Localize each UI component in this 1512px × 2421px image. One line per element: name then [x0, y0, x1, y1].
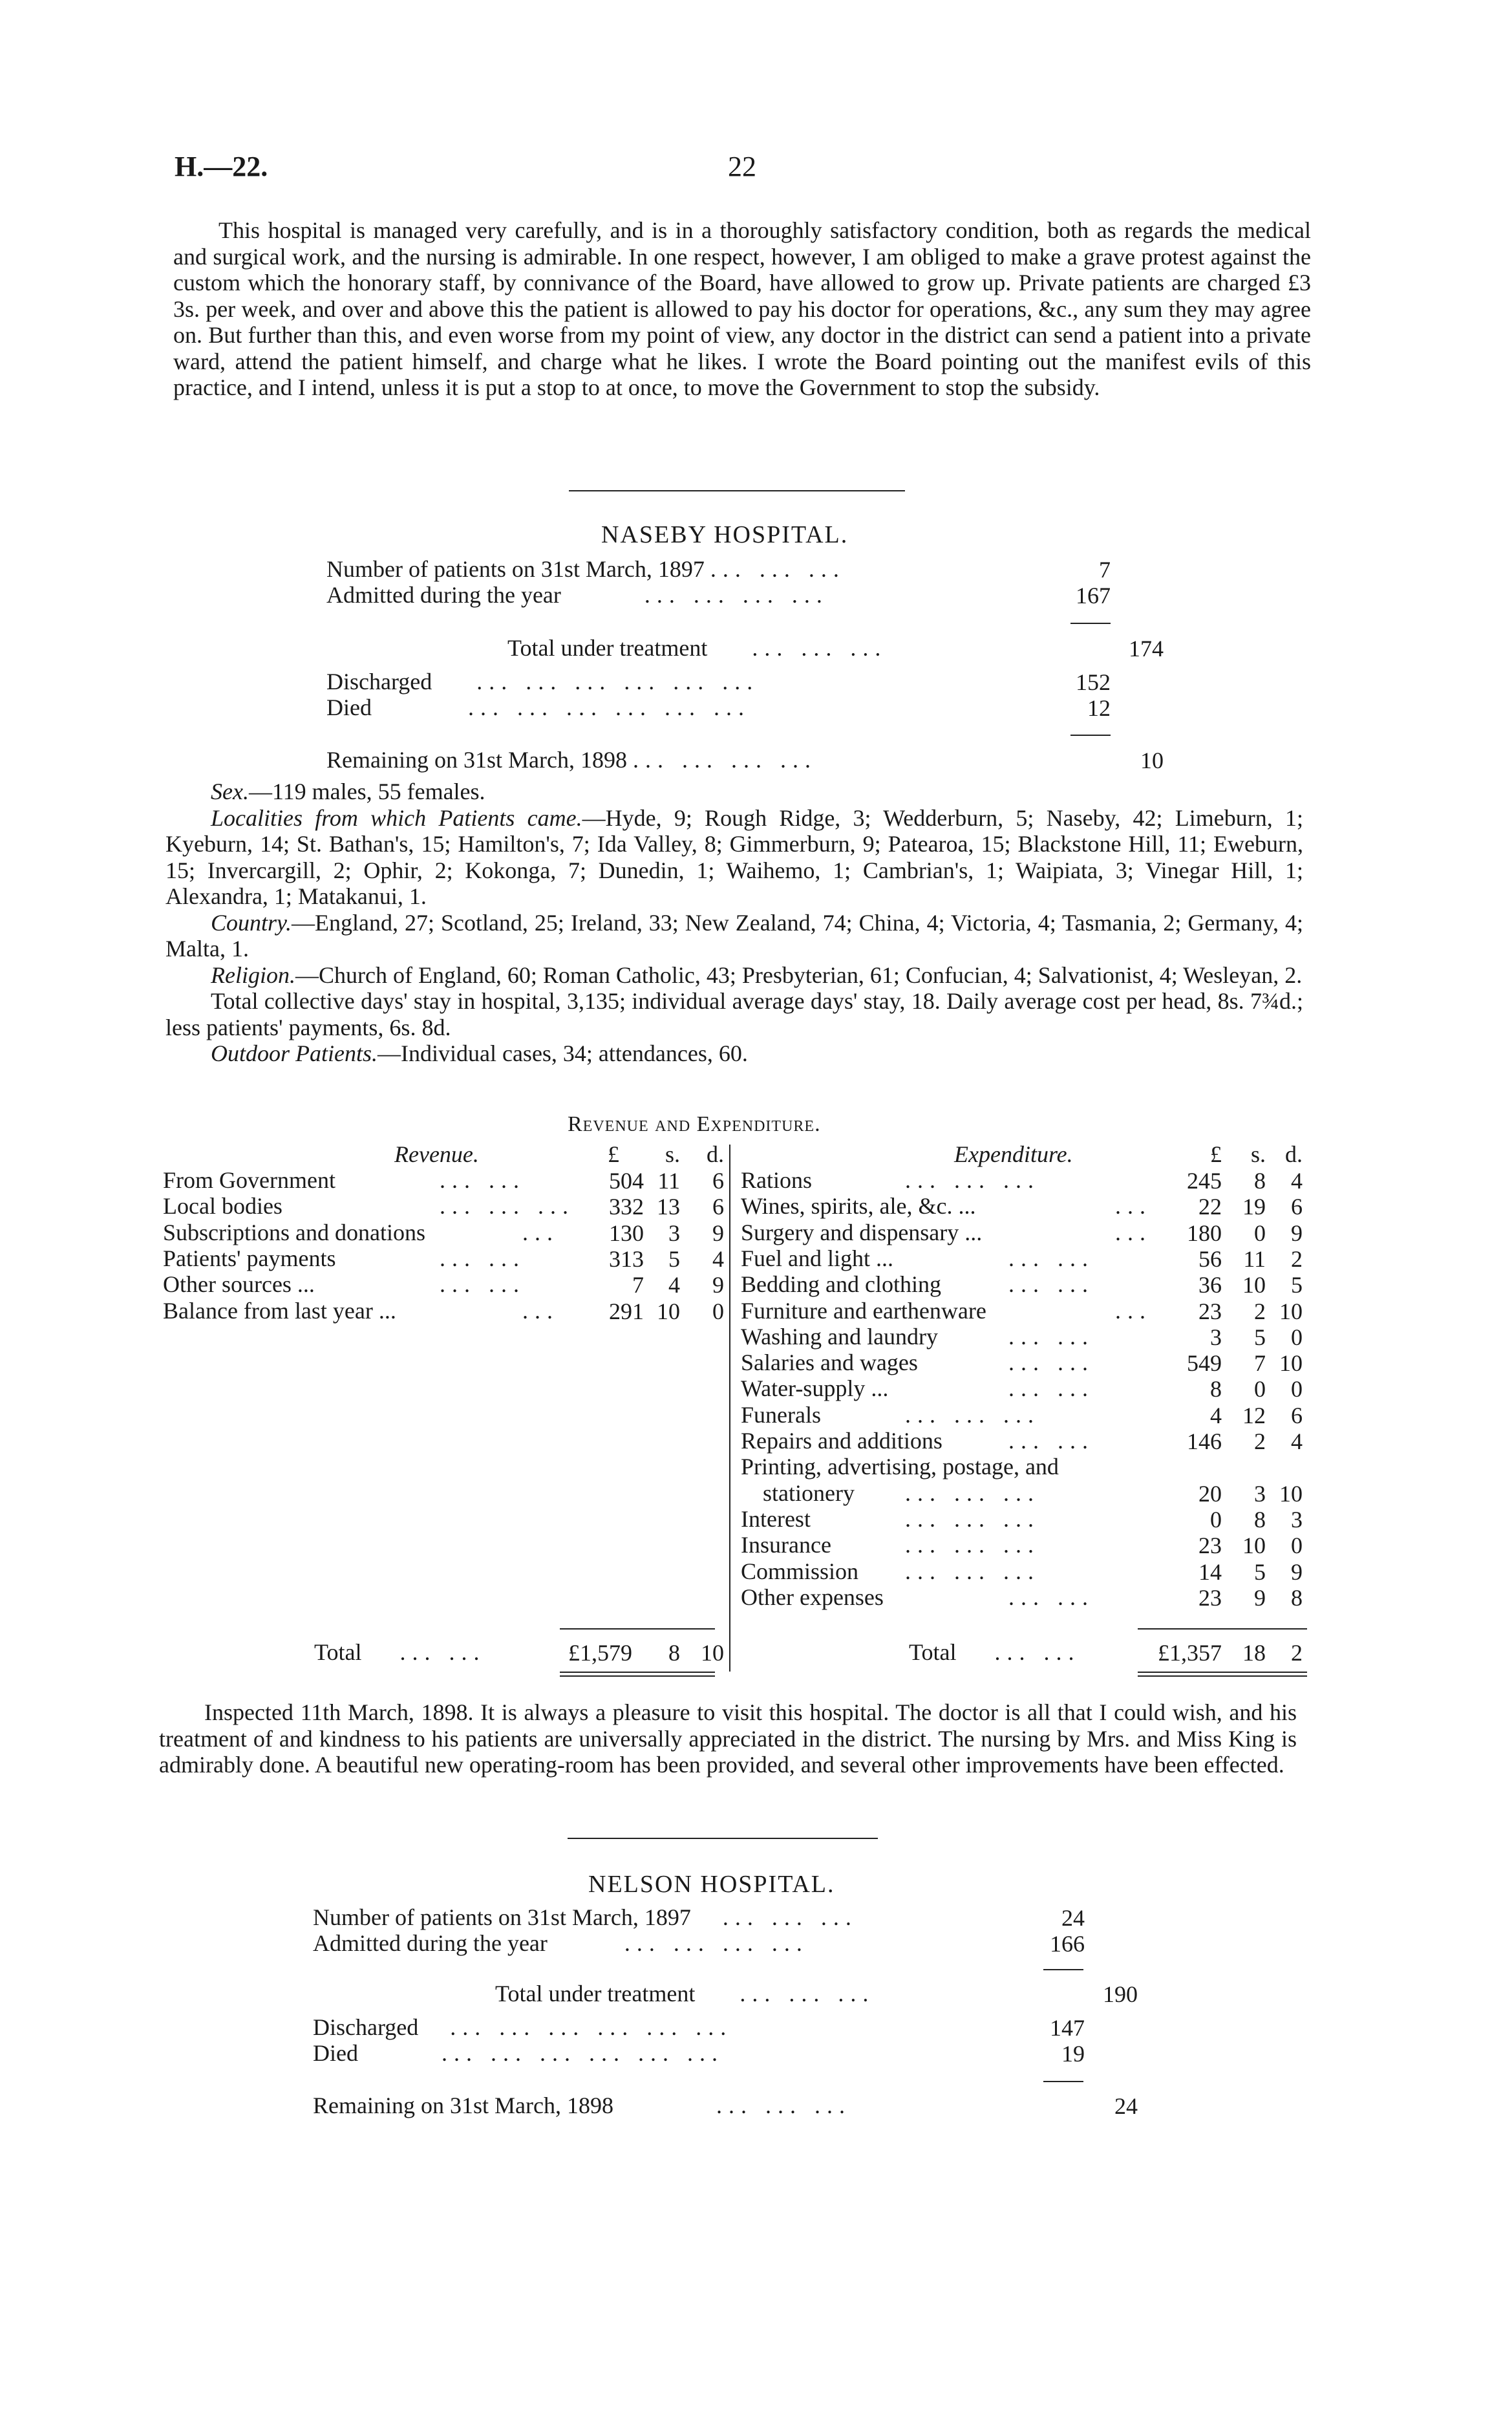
sum-rule [1070, 623, 1111, 624]
revenue-shillings: 4 [668, 1272, 680, 1298]
pounds-header: £ [1210, 1141, 1222, 1167]
expenditure-total-shillings: 18 [1242, 1640, 1266, 1666]
leader-dots: ... ... ... [905, 1480, 1040, 1506]
revenue-item-label: Local bodies [163, 1193, 282, 1220]
leader-dots: ... ... ... [905, 1558, 1040, 1584]
leader-dots: ... ... ... [710, 556, 846, 582]
leader-dots: ... ... ... [740, 1981, 875, 2007]
leader-dots: ... ... [440, 1167, 526, 1193]
document-reference: H.—22. [175, 151, 268, 182]
expenditure-row [741, 1324, 938, 1350]
stat-label: Number of patients on 31st March, 1897 [313, 1904, 691, 1930]
leader-dots: ... ... ... [716, 2093, 851, 2118]
stat-label: Admitted during the year [313, 1930, 548, 1956]
expenditure-row [741, 1298, 986, 1324]
revenue-pounds: 313 [609, 1245, 644, 1272]
naseby-stat-row [326, 694, 751, 720]
expenditure-row [741, 1271, 941, 1297]
expenditure-row [741, 1375, 888, 1401]
expenditure-total-pounds: £1,357 [1158, 1640, 1222, 1666]
expenditure-shillings: 0 [1254, 1376, 1266, 1403]
revenue-item-label: Other sources ... [163, 1271, 315, 1298]
leader-dots: ... ... ... ... ... ... [476, 669, 760, 694]
revenue-shillings: 10 [657, 1298, 680, 1324]
expenditure-total-pence: 2 [1291, 1640, 1303, 1666]
expenditure-item-label: stationery [763, 1480, 855, 1506]
leader-dots: ... ... [1008, 1323, 1094, 1350]
revenue-pence: 9 [712, 1272, 724, 1298]
leader-dots: ... ... ... [905, 1401, 1040, 1428]
stat-total: 10 [1140, 748, 1164, 773]
expenditure-pence: 5 [1291, 1272, 1303, 1298]
page-number: 22 [728, 151, 756, 182]
expenditure-row [741, 1428, 942, 1454]
expenditure-row [741, 1167, 812, 1193]
total-rule [1138, 1628, 1307, 1630]
outdoor-line: Outdoor Patients.—Individual cases, 34; attendances, 60. [211, 1040, 748, 1066]
expenditure-item-label: Salaries and wages [741, 1350, 918, 1376]
expenditure-pounds: 0 [1210, 1506, 1222, 1533]
sum-rule [1070, 735, 1111, 736]
stat-value: 24 [1061, 1905, 1085, 1931]
section-divider [569, 490, 905, 491]
leader-dots: ... ... ... [752, 635, 888, 661]
expenditure-pence: 9 [1291, 1558, 1303, 1585]
total-rule [560, 1628, 715, 1630]
expenditure-pence: 6 [1291, 1194, 1303, 1220]
revenue-label: Revenue. [394, 1141, 479, 1167]
nelson-stat-row [313, 1930, 809, 1956]
leader-dots: ... [522, 1219, 559, 1245]
stat-value: 12 [1087, 695, 1111, 721]
intro-text: This hospital is managed very carefully, and is in a thoroughly satisfactory condition, both as regards the medical and surgical work, and the nursing is admirable. In one respect, however, I am obliged to make a grave protest against the custom which the honorary staff, by connivance of the Board, have allowed to grow up. Private patients are charged £3 3s. per week, and over and above this the patient is allowed to pay his doctor for operations, &c., any sum they may agree on. But further than this, and even worse from my point of view, any doctor in the district can send a patient into a private ward, attend the patient himself, and charge what he likes. I wrote the Board pointing out the manifest evils of this practice, and I intend, unless it is put a stop to at once, to move the Government to stop the subsidy. [173, 217, 1311, 400]
leader-dots: ... ... ... [440, 1193, 575, 1220]
revenue-pounds: 332 [609, 1194, 644, 1220]
stat-total: 190 [1103, 1981, 1138, 2007]
expenditure-shillings: 10 [1242, 1272, 1266, 1298]
revenue-row [163, 1271, 315, 1297]
expenditure-item-label: Repairs and additions [741, 1428, 942, 1454]
stat-value: 7 [1099, 557, 1111, 583]
stat-label: Remaining on 31st March, 1898 [313, 2093, 613, 2118]
expenditure-pounds: 8 [1210, 1376, 1222, 1403]
expenditure-item-label: Printing, advertising, postage, and [741, 1454, 1059, 1480]
revenue-pence: 9 [712, 1220, 724, 1246]
expenditure-pounds: 14 [1198, 1558, 1222, 1585]
stat-label: Total under treatment [495, 1981, 696, 2007]
revenue-pence: 6 [712, 1168, 724, 1194]
expenditure-item-label: Bedding and clothing [741, 1271, 941, 1298]
stat-label: Died [313, 2040, 358, 2066]
finance-heading: Revenue and Expenditure. [568, 1112, 821, 1136]
expenditure-shillings: 2 [1254, 1428, 1266, 1454]
expenditure-row [741, 1506, 811, 1532]
leader-dots: ... ... ... ... ... ... [450, 2014, 733, 2040]
expenditure-row [763, 1480, 855, 1506]
expenditure-shillings: 12 [1242, 1402, 1266, 1428]
leader-dots: ... ... ... ... [644, 582, 829, 608]
revenue-shillings: 5 [668, 1245, 680, 1272]
expenditure-pounds: 549 [1187, 1350, 1222, 1377]
expenditure-row [741, 1350, 918, 1375]
naseby-stat-row [326, 582, 829, 608]
revenue-total-pence: 10 [701, 1640, 724, 1666]
inspection-paragraph [159, 1699, 1297, 1778]
naseby-stat-row [507, 635, 887, 661]
leader-dots: ... [1115, 1219, 1152, 1245]
expenditure-pence: 0 [1291, 1324, 1303, 1350]
sex-line: Sex.—119 males, 55 females. [211, 779, 485, 804]
leader-dots: ... ... ... ... [632, 747, 817, 773]
expenditure-item-label: Washing and laundry [741, 1323, 939, 1350]
expenditure-pence: 10 [1279, 1480, 1303, 1507]
naseby-details [165, 779, 1303, 1067]
intro-paragraph [173, 217, 1311, 401]
nelson-stat-row [495, 1981, 875, 2007]
revenue-item-label: From Government [163, 1167, 335, 1193]
expenditure-label: Expenditure. [954, 1141, 1073, 1167]
stat-value: 152 [1076, 669, 1111, 695]
revenue-total-row: Total ... ... [314, 1639, 486, 1665]
revenue-pence: 4 [712, 1245, 724, 1272]
revenue-row [163, 1298, 396, 1324]
total-double-rule [560, 1672, 715, 1677]
naseby-title: NASEBY HOSPITAL. [601, 521, 849, 548]
leader-dots: ... ... [1008, 1271, 1094, 1298]
revenue-shillings: 11 [657, 1168, 680, 1194]
revenue-pounds: 504 [609, 1168, 644, 1194]
stat-label: Total under treatment [507, 635, 708, 661]
naseby-stat-row [326, 556, 846, 582]
expenditure-pounds: 36 [1198, 1272, 1222, 1298]
stat-label: Discharged [326, 669, 432, 694]
nelson-stat-row [313, 1904, 858, 1930]
leader-dots: ... ... [440, 1271, 526, 1298]
leader-dots: ... ... ... [722, 1904, 858, 1930]
expenditure-item-label: Insurance [741, 1532, 831, 1558]
expenditure-shillings: 5 [1254, 1558, 1266, 1585]
expenditure-shillings: 9 [1254, 1584, 1266, 1611]
nelson-title: NELSON HOSPITAL. [588, 1871, 835, 1898]
expenditure-shillings: 10 [1242, 1533, 1266, 1559]
stat-label: Admitted during the year [326, 582, 561, 608]
country-line: Country.—England, 27; Scotland, 25; Ireland, 33; New Zealand, 74; China, 4; Victoria, 4; Tasmania, 2; Germany, 4; Malta, 1. [165, 909, 1303, 962]
expenditure-pounds: 3 [1210, 1324, 1222, 1350]
revenue-pounds: 130 [609, 1220, 644, 1246]
leader-dots: ... ... ... [905, 1532, 1040, 1558]
expenditure-shillings: 8 [1254, 1506, 1266, 1533]
stat-label: Discharged [313, 2014, 419, 2040]
leader-dots: ... [1115, 1193, 1152, 1220]
expenditure-pounds: 23 [1198, 1298, 1222, 1324]
stay-line: Total collective days' stay in hospital, 3,135; individual average days' stay, 18. Daily average cost per head, 8s. 7¾d.; less patients' payments, 6s. 8d. [165, 988, 1303, 1040]
section-divider [568, 1838, 878, 1839]
revenue-item-label: Subscriptions and donations [163, 1219, 425, 1245]
revenue-row [163, 1245, 335, 1271]
expenditure-item-label: Water-supply ... [741, 1375, 889, 1402]
stat-label: Remaining on 31st March, 1898 [326, 747, 627, 773]
revenue-pence: 6 [712, 1194, 724, 1220]
expenditure-pence: 9 [1291, 1220, 1303, 1246]
expenditure-pounds: 180 [1187, 1220, 1222, 1246]
expenditure-shillings: 2 [1254, 1298, 1266, 1324]
expenditure-pounds: 23 [1198, 1533, 1222, 1559]
revenue-row [163, 1220, 425, 1245]
leader-dots: ... ... ... ... ... ... [467, 694, 751, 720]
expenditure-pence: 2 [1291, 1245, 1303, 1272]
expenditure-item-label: Furniture and earthenware [741, 1297, 986, 1324]
expenditure-pounds: 20 [1198, 1480, 1222, 1507]
stat-value: 167 [1076, 583, 1111, 608]
religion-line: Religion.—Church of England, 60; Roman Catholic, 43; Presbyterian, 61; Confucian, 4; Salvationist, 4; Wesleyan, 2. [211, 962, 1303, 988]
expenditure-pence: 8 [1291, 1584, 1303, 1611]
nelson-stat-row [313, 2014, 732, 2040]
expenditure-row [741, 1584, 884, 1610]
expenditure-pounds: 22 [1198, 1194, 1222, 1220]
expenditure-pounds: 4 [1210, 1402, 1222, 1428]
nelson-stat-row [313, 2040, 724, 2066]
stat-value: 166 [1050, 1931, 1085, 1957]
revenue-pence: 0 [712, 1298, 724, 1324]
expenditure-item-label: Wines, spirits, ale, &c. ... [741, 1193, 976, 1220]
expenditure-pounds: 56 [1198, 1245, 1222, 1272]
expenditure-row [741, 1402, 821, 1428]
expenditure-shillings: 8 [1254, 1168, 1266, 1194]
expenditure-pence: 0 [1291, 1376, 1303, 1403]
expenditure-pence: 10 [1279, 1298, 1303, 1324]
expenditure-shillings: 19 [1242, 1194, 1266, 1220]
sum-rule [1043, 1969, 1083, 1970]
revenue-total-shillings: 8 [668, 1640, 680, 1666]
expenditure-item-label: Fuel and light ... [741, 1245, 893, 1271]
leader-dots: ... ... [440, 1245, 526, 1271]
leader-dots: ... [522, 1297, 559, 1324]
expenditure-row [741, 1532, 831, 1558]
expenditure-pence: 6 [1291, 1402, 1303, 1428]
expenditure-shillings: 11 [1243, 1245, 1266, 1272]
expenditure-shillings: 7 [1254, 1350, 1266, 1377]
expenditure-item-label: Funerals [741, 1401, 821, 1428]
inspection-text: Inspected 11th March, 1898. It is always a pleasure to visit this hospital. The doctor is all that I could wish, and his treatment of and kindness to his patients are universally appreciated in the district. The nursing by Mrs. and Miss King is admirably done. A beautiful new operating-room has been provided, and several other improvements have been effected. [159, 1699, 1297, 1778]
revenue-row [163, 1193, 282, 1219]
pence-header: d. [707, 1141, 724, 1167]
naseby-stat-row [326, 747, 817, 773]
expenditure-item-label: Commission [741, 1558, 859, 1584]
revenue-item-label: Patients' payments [163, 1245, 336, 1271]
leader-dots: ... ... [1008, 1584, 1094, 1610]
expenditure-row [741, 1220, 982, 1245]
revenue-total-pounds: £1,579 [568, 1640, 632, 1666]
stat-value: 147 [1050, 2015, 1085, 2041]
expenditure-row [741, 1454, 1059, 1480]
leader-dots: ... ... [1008, 1350, 1094, 1376]
revenue-item-label: Balance from last year ... [163, 1297, 396, 1324]
expenditure-shillings: 0 [1254, 1220, 1266, 1246]
leader-dots: ... ... [1008, 1375, 1094, 1402]
stat-label: Died [326, 694, 372, 720]
expenditure-shillings: 3 [1254, 1480, 1266, 1507]
shillings-header: s. [1250, 1141, 1266, 1167]
revenue-row [163, 1167, 335, 1193]
revenue-shillings: 3 [668, 1220, 680, 1246]
nelson-stat-row [313, 2093, 851, 2118]
pounds-header: £ [608, 1141, 619, 1167]
leader-dots: ... ... [1008, 1428, 1094, 1454]
stat-total: 174 [1129, 636, 1164, 662]
localities-line: Localities from which Patients came.—Hyde, 9; Rough Ridge, 3; Wedderburn, 5; Naseby, 42; Limeburn, 1; Kyeburn, 14; St. Bathan's, 15; Hamilton's, 7; Ida Valley, 8; Gimmerburn, 9; Patearoa, 15; Blackstone Hill, 11; Eweburn, 15; Invercargill, 2; Ophir, 2; Kokonga, 7; Dunedin, 1; Waihemo, 1; Cambrian's, 1; Waipiata, 3; Vinegar Hill, 1; Alexandra, 1; Matakanui, 1. [165, 804, 1303, 909]
leader-dots: ... ... ... [905, 1167, 1040, 1193]
stat-total: 24 [1114, 2093, 1138, 2119]
revenue-pounds: 7 [632, 1272, 644, 1298]
expenditure-pence: 3 [1291, 1506, 1303, 1533]
expenditure-total-row: Total ... ... [909, 1639, 1081, 1665]
revenue-pounds: 291 [609, 1298, 644, 1324]
expenditure-pounds: 23 [1198, 1584, 1222, 1611]
expenditure-row [741, 1245, 893, 1271]
pence-header: d. [1285, 1141, 1303, 1167]
expenditure-item-label: Other expenses [741, 1584, 884, 1610]
total-double-rule [1138, 1672, 1307, 1677]
leader-dots: ... ... ... ... ... ... [441, 2040, 724, 2066]
column-separator [729, 1145, 730, 1672]
naseby-stat-row [326, 669, 759, 694]
expenditure-item-label: Surgery and dispensary ... [741, 1219, 983, 1245]
stat-label: Number of patients on 31st March, 1897 [326, 556, 705, 582]
sum-rule [1043, 2081, 1083, 2082]
expenditure-pence: 4 [1291, 1428, 1303, 1454]
expenditure-item-label: Interest [741, 1505, 811, 1532]
leader-dots: ... ... ... ... [624, 1930, 809, 1956]
expenditure-shillings: 5 [1254, 1324, 1266, 1350]
expenditure-row [741, 1193, 975, 1219]
shillings-header: s. [665, 1141, 680, 1167]
expenditure-pounds: 146 [1187, 1428, 1222, 1454]
expenditure-item-label: Rations [741, 1167, 813, 1193]
expenditure-pence: 0 [1291, 1533, 1303, 1559]
revenue-shillings: 13 [657, 1194, 680, 1220]
leader-dots: ... ... [1008, 1245, 1094, 1271]
stat-value: 19 [1061, 2041, 1085, 2067]
expenditure-pence: 10 [1279, 1350, 1303, 1377]
leader-dots: ... [1115, 1297, 1152, 1324]
leader-dots: ... ... ... [905, 1505, 1040, 1532]
expenditure-pence: 4 [1291, 1168, 1303, 1194]
expenditure-pounds: 245 [1187, 1168, 1222, 1194]
expenditure-row [741, 1558, 858, 1584]
